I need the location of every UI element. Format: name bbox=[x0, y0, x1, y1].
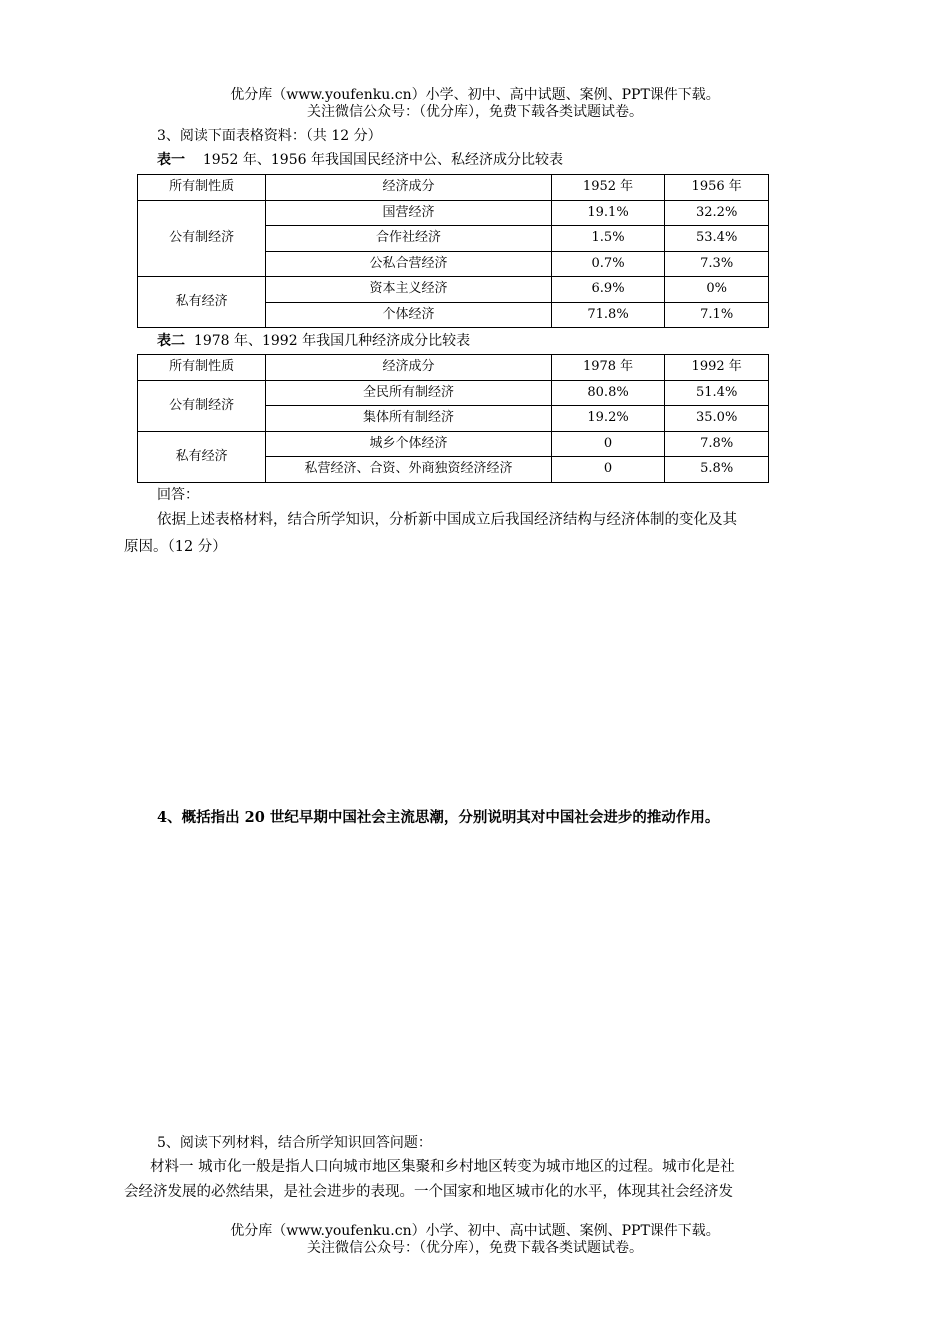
table1-caption-text: 1952 年、1956 年我国国民经济中公、私经济成分比较表 bbox=[202, 152, 563, 168]
table-2 bbox=[137, 354, 769, 483]
item-cell: 集体所有制经济 bbox=[266, 406, 551, 432]
value-cell: 19.2% bbox=[551, 406, 665, 432]
table1-header-cell: 经济成分 bbox=[266, 175, 551, 201]
value-cell: 7.1% bbox=[665, 302, 769, 328]
table1-label: 表一 bbox=[157, 152, 185, 168]
value-cell: 0% bbox=[665, 277, 769, 303]
item-cell: 公私合营经济 bbox=[266, 251, 551, 277]
q5-material-line-2: 会经济发展的必然结果，是社会进步的表现。一个国家和地区城市化的水平，体现其社会经济发 bbox=[124, 1184, 733, 1200]
value-cell: 6.9% bbox=[551, 277, 665, 303]
q5-material-line-1: 材料一 城市化一般是指人口向城市地区集聚和乡村地区转变为城市地区的过程。城市化是社 bbox=[150, 1159, 735, 1175]
value-cell: 71.8% bbox=[551, 302, 665, 328]
value-cell: 35.0% bbox=[665, 406, 769, 432]
value-cell: 7.8% bbox=[665, 431, 769, 457]
table-row bbox=[138, 277, 769, 303]
table2-label: 表二 bbox=[157, 333, 185, 349]
value-cell: 1.5% bbox=[551, 226, 665, 252]
q4-text: 4、概括指出 20 世纪早期中国社会主流思潮，分别说明其对中国社会进步的推动作用。 bbox=[157, 809, 720, 826]
item-cell: 个体经济 bbox=[266, 302, 551, 328]
table-row bbox=[138, 380, 769, 406]
table-row bbox=[138, 200, 769, 226]
table2-caption bbox=[157, 332, 470, 350]
value-cell: 0.7% bbox=[551, 251, 665, 277]
item-cell: 资本主义经济 bbox=[266, 277, 551, 303]
item-cell: 国营经济 bbox=[266, 200, 551, 226]
value-cell: 19.1% bbox=[551, 200, 665, 226]
value-cell: 51.4% bbox=[665, 380, 769, 406]
item-cell: 城乡个体经济 bbox=[266, 431, 551, 457]
item-cell: 私营经济、合资、外商独资经济经济 bbox=[266, 457, 551, 483]
group-cell: 公有制经济 bbox=[138, 380, 266, 431]
table1-header-cell: 所有制性质 bbox=[138, 175, 266, 201]
q3-prompt-line-1: 依据上述表格材料，结合所学知识，分析新中国成立后我国经济结构与经济体制的变化及其 bbox=[157, 512, 737, 528]
table2-caption-text: 1978 年、1992 年我国几种经济成分比较表 bbox=[193, 333, 471, 349]
value-cell: 7.3% bbox=[665, 251, 769, 277]
table2-header-cell: 所有制性质 bbox=[138, 355, 266, 381]
table1-caption bbox=[157, 151, 563, 169]
table2-header-cell: 经济成分 bbox=[266, 355, 551, 381]
footer-line-2: 关注微信公众号：（优分库），免费下载各类试题试卷。 bbox=[307, 1240, 643, 1256]
group-cell: 公有制经济 bbox=[138, 200, 266, 277]
value-cell: 0 bbox=[551, 431, 665, 457]
header-line-1: 优分库（www.youfenku.cn）小学、初中、高中试题、案例、PPT课件下载。 bbox=[230, 87, 720, 103]
table-row bbox=[138, 431, 769, 457]
table1-header-row bbox=[138, 175, 769, 201]
value-cell: 80.8% bbox=[551, 380, 665, 406]
item-cell: 合作社经济 bbox=[266, 226, 551, 252]
value-cell: 0 bbox=[551, 457, 665, 483]
group-cell: 私有经济 bbox=[138, 277, 266, 328]
q3-prompt-line-2: 原因。（12 分） bbox=[124, 539, 227, 555]
value-cell: 5.8% bbox=[665, 457, 769, 483]
table-1 bbox=[137, 174, 769, 328]
group-cell: 私有经济 bbox=[138, 431, 266, 482]
q3-title: 3、阅读下面表格资料：（共 12 分） bbox=[157, 128, 382, 144]
table1-header-cell: 1952 年 bbox=[551, 175, 665, 201]
value-cell: 32.2% bbox=[665, 200, 769, 226]
table2-header-cell: 1978 年 bbox=[551, 355, 665, 381]
table1-header-cell: 1956 年 bbox=[665, 175, 769, 201]
item-cell: 全民所有制经济 bbox=[266, 380, 551, 406]
answer-label: 回答： bbox=[157, 487, 199, 503]
table2-header-cell: 1992 年 bbox=[665, 355, 769, 381]
value-cell: 53.4% bbox=[665, 226, 769, 252]
footer-line-1: 优分库（www.youfenku.cn）小学、初中、高中试题、案例、PPT课件下载。 bbox=[230, 1223, 720, 1239]
table2-header-row bbox=[138, 355, 769, 381]
q5-title: 5、阅读下列材料，结合所学知识回答问题： bbox=[157, 1135, 432, 1151]
header-line-2: 关注微信公众号：（优分库），免费下载各类试题试卷。 bbox=[307, 104, 643, 120]
